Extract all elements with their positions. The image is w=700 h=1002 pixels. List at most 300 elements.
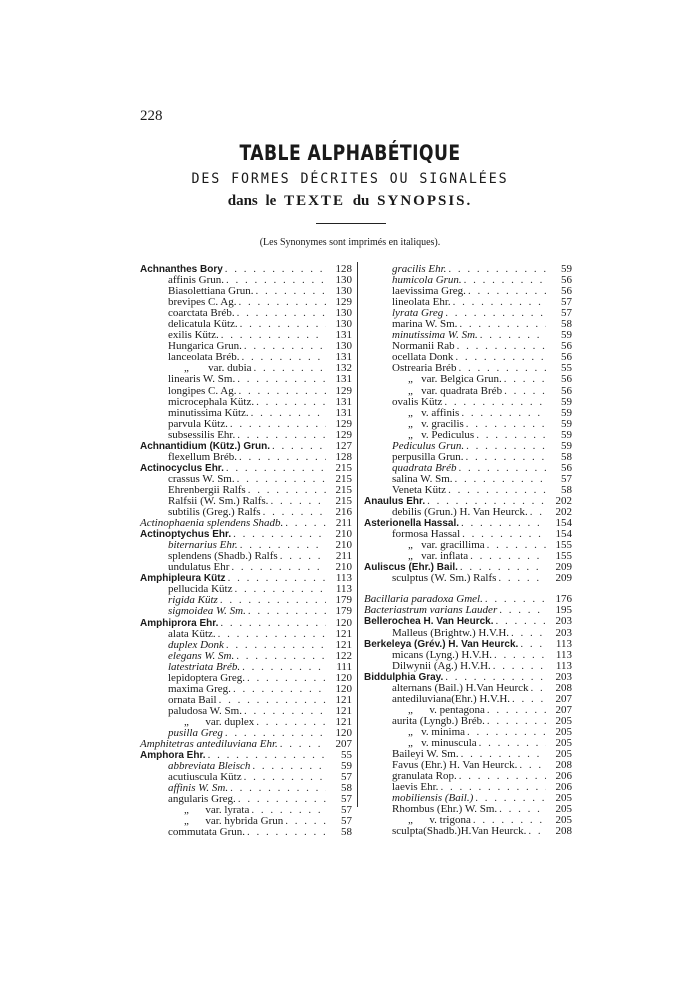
entry-page-number: 215 (335, 494, 352, 507)
dot-leader (457, 341, 546, 352)
entry-page-number: 131 (335, 329, 352, 342)
entry-page-number: 58 (561, 318, 572, 331)
entry-name: rigida Kütz (168, 594, 218, 607)
entry-name: angularis Greg. (168, 793, 236, 806)
dot-leader (466, 419, 546, 430)
dot-leader (236, 651, 326, 662)
index-entry (364, 605, 572, 616)
entry-name: ocellata Donk (392, 351, 454, 364)
entry-page-number: 208 (555, 825, 572, 838)
entry-name: coarctata Bréb. (168, 307, 235, 320)
entry-page-number: 113 (555, 659, 572, 672)
synonyms-note: (Les Synonymes sont imprimés en italiques). (259, 237, 441, 248)
index-entry (140, 629, 352, 640)
index-genus-entry (364, 616, 572, 627)
entry-page-number: 210 (335, 528, 352, 541)
entry-name: „ v. minima (408, 725, 466, 738)
dot-leader (280, 551, 326, 562)
entry-page-number: 130 (335, 274, 352, 287)
entry-page-number: 59 (561, 263, 572, 275)
index-column-left (140, 264, 352, 838)
entry-page-number: 202 (555, 506, 572, 519)
entry-name: sculpta(Shadb.)H.Van Heurck. (392, 825, 527, 838)
dot-leader (226, 463, 326, 474)
entry-page-number: 59 (561, 395, 572, 408)
dot-leader (494, 650, 546, 661)
dot-leader (499, 605, 546, 616)
entry-page-number: 205 (555, 814, 572, 827)
entry-name: affinis W. Sm. (168, 782, 229, 795)
entry-name: abbreviata Bleisch (168, 760, 251, 773)
index-entry (140, 739, 352, 750)
index-entry (140, 518, 352, 529)
entry-page-number: 113 (555, 637, 572, 650)
entry-page-number: 120 (335, 726, 352, 739)
entry-page-number: 128 (335, 450, 352, 463)
dot-leader (467, 727, 546, 738)
entry-name: salina W. Sm. (392, 472, 453, 485)
entry-page-number: 215 (335, 483, 352, 496)
entry-name: splendens (Shadb.) Ralfs (168, 550, 278, 563)
entry-name: Ralfsii (W. Sm.) Ralfs. (168, 494, 269, 507)
dot-leader (247, 827, 326, 838)
entry-name: Biasolettiana Grun. (168, 285, 254, 298)
entry-page-number: 56 (561, 285, 572, 298)
entry-page-number: 131 (335, 351, 352, 364)
entry-page-number: 57 (341, 815, 352, 828)
entry-page-number: 130 (335, 285, 352, 298)
entry-name: aurita (Lyngb.) Bréb. (392, 714, 485, 727)
dot-leader (270, 496, 326, 507)
entry-name: mobiliensis (Bail.) (392, 792, 474, 805)
entry-page-number: 206 (555, 770, 572, 783)
entry-page-number: 113 (555, 648, 572, 661)
entry-page-number: 59 (561, 417, 572, 430)
entry-name: parvula Kütz. (168, 417, 228, 430)
subtitle-word-dans-le: dans le (227, 193, 277, 209)
dot-leader (233, 529, 326, 540)
entry-name: subtilis (Greg.) Ralfs (168, 506, 261, 519)
entry-name: lanceolata Bréb. (168, 351, 240, 364)
entry-name: duplex Donk (168, 638, 224, 651)
entry-page-number: 59 (561, 329, 572, 342)
entry-page-number: 205 (555, 725, 572, 738)
entry-page-number: 205 (555, 748, 572, 761)
dot-leader (455, 474, 546, 485)
entry-name: perpusilla Grun. (392, 450, 464, 463)
entry-page-number: 56 (561, 384, 572, 397)
dot-leader (230, 783, 326, 794)
entry-name: „ var. duplex (184, 715, 255, 728)
dot-leader (476, 430, 546, 441)
entry-page-number: 128 (335, 263, 352, 275)
dot-leader (465, 452, 546, 463)
entry-page-number: 179 (335, 594, 352, 607)
entry-name: ovalis Kütz (392, 395, 443, 408)
dot-leader (455, 352, 546, 363)
dot-leader (285, 816, 326, 827)
index-entry (140, 827, 352, 838)
column-divider (357, 262, 358, 807)
entry-name: Normanii Rab (392, 340, 455, 353)
dot-leader (493, 661, 546, 672)
entry-name: undulatus Ehr (168, 561, 230, 574)
entry-name: quadrata Bréb (392, 461, 457, 474)
entry-page-number: 56 (561, 373, 572, 386)
entry-name: debilis (Grun.) H. Van Heurck. (392, 506, 528, 519)
dot-leader (233, 684, 326, 695)
entry-page-number: 211 (335, 517, 352, 530)
index-column-right (364, 264, 572, 837)
entry-page-number: 195 (555, 604, 572, 617)
entry-name: „ v. Pediculus (408, 428, 475, 441)
entry-page-number: 121 (335, 704, 352, 717)
dot-leader (218, 629, 326, 640)
entry-name: „ v. pentagona (408, 703, 485, 716)
entry-page-number: 207 (335, 738, 352, 751)
entry-page-number: 209 (555, 572, 572, 585)
entry-page-number: 120 (335, 682, 352, 695)
entry-page-number: 111 (336, 660, 352, 673)
dot-leader (528, 826, 546, 837)
entry-name: linearis W. Sm. (168, 373, 236, 386)
entry-page-number: 113 (335, 572, 352, 585)
index-entry (140, 430, 352, 441)
entry-page-number: 129 (335, 384, 352, 397)
dot-leader (239, 452, 326, 463)
dot-leader (238, 794, 326, 805)
dot-leader (464, 275, 546, 286)
entry-name: alata Kütz. (168, 627, 216, 640)
entry-page-number: 131 (335, 406, 352, 419)
entry-page-number: 216 (335, 506, 352, 519)
dot-leader (231, 562, 326, 573)
dot-leader (511, 628, 546, 639)
entry-name: alternans (Bail.) H.Van Heurck (392, 681, 529, 694)
page-title: TABLE ALPHABÉTIQUE (239, 141, 461, 165)
entry-page-number: 206 (555, 781, 572, 794)
entry-name: Amphora Ehr. (140, 750, 206, 762)
entry-page-number: 211 (335, 550, 352, 563)
dot-leader (247, 673, 326, 684)
index-entry (140, 386, 352, 397)
dot-leader (499, 804, 546, 815)
entry-page-number: 57 (341, 793, 352, 806)
dot-leader (498, 573, 546, 584)
entry-page-number: 207 (555, 692, 572, 705)
index-entry (364, 374, 572, 385)
dot-leader (254, 363, 326, 374)
index-genus-entry (364, 639, 572, 650)
entry-page-number: 130 (335, 340, 352, 353)
entry-name: antediluviana(Ehr.) H.V.H. (392, 692, 511, 705)
dot-leader (244, 706, 326, 717)
dot-leader (238, 297, 326, 308)
entry-page-number: 58 (341, 826, 352, 839)
entry-page-number: 58 (561, 483, 572, 496)
dot-leader (504, 374, 546, 385)
entry-name: Achnantidium (Kütz.) Grun. (140, 440, 270, 452)
entry-page-number: 205 (555, 792, 572, 805)
entry-page-number: 210 (335, 561, 352, 574)
entry-name: formosa Hassal (392, 528, 461, 541)
entry-name: exilis Kütz. (168, 329, 219, 342)
entry-name: longipes C. Ag. (168, 384, 237, 397)
entry-name: „ v. gracilis (408, 417, 464, 430)
entry-page-number: 131 (335, 373, 352, 386)
index-entry (140, 452, 352, 463)
dot-leader (445, 308, 546, 319)
entry-name: affinis Grun. (168, 274, 225, 287)
entry-name: latestriata Bréb. (168, 660, 241, 673)
entry-name: Achnanthes Bory (140, 264, 223, 275)
entry-page-number: 130 (335, 307, 352, 320)
dot-leader (448, 485, 546, 496)
entry-page-number: 121 (335, 638, 352, 651)
entry-name: lineolata Ehr. (392, 296, 451, 309)
dot-leader (240, 319, 326, 330)
dot-leader (487, 540, 546, 551)
dot-leader (237, 430, 326, 441)
entry-page-number: 132 (335, 362, 352, 375)
entry-name: Ostrearia Bréb (392, 362, 457, 375)
dot-leader (248, 606, 326, 617)
dot-leader (479, 738, 546, 749)
entry-name: Malleus (Brightw.) H.V.H. (392, 626, 510, 639)
entry-name: Actinophaenia splendens Shadb. (140, 517, 284, 530)
entry-name: Asterionella Hassal. (364, 518, 460, 530)
index-entry (140, 408, 352, 419)
entry-page-number: 154 (555, 528, 572, 541)
index-entry (140, 374, 352, 385)
dot-leader (496, 616, 546, 627)
entry-page-number: 121 (335, 715, 352, 728)
entry-name: Auliscus (Ehr.) Bail. (364, 562, 458, 574)
entry-name: Dilwynii (Ag.) H.V.H. (392, 659, 491, 672)
entry-name: sculptus (W. Sm.) Ralfs (392, 572, 497, 585)
index-entry (364, 507, 572, 518)
entry-page-number: 55 (561, 362, 572, 375)
entry-page-number: 203 (555, 670, 572, 683)
subtitle-word-du: du (352, 193, 370, 209)
entry-page-number: 209 (555, 561, 572, 574)
entry-page-number: 57 (561, 296, 572, 309)
entry-name: Rhombus (Ehr.) W. Sm. (392, 803, 498, 816)
entry-name: Favus (Ehr.) H. Van Heurck. (392, 759, 518, 772)
entry-name: humicola Grun. (392, 274, 462, 287)
entry-page-number: 203 (555, 615, 572, 628)
entry-page-number: 207 (555, 703, 572, 716)
entry-page-number: 203 (555, 626, 572, 639)
entry-page-number: 56 (561, 351, 572, 364)
entry-page-number: 215 (335, 461, 352, 474)
entry-name: Bacillaria paradoxa Gmel. (364, 593, 483, 606)
subtitle-word-texte: TEXTE (284, 193, 345, 209)
dot-leader (461, 518, 546, 529)
dot-leader (520, 639, 546, 650)
entry-page-number: 208 (555, 681, 572, 694)
index-entry (364, 485, 572, 496)
index-entry (364, 628, 572, 639)
dot-leader (251, 408, 326, 419)
index-entry (364, 826, 572, 837)
entry-page-number: 202 (555, 494, 572, 507)
entry-page-number: 120 (335, 671, 352, 684)
entry-page-number: 127 (335, 439, 352, 452)
dot-leader (241, 352, 326, 363)
entry-name: delicatula Kütz. (168, 318, 238, 331)
entry-page-number: 59 (341, 760, 352, 773)
entry-page-number: 208 (555, 759, 572, 772)
entry-name: Actinoptychus Ehr. (140, 529, 232, 541)
entry-name: Berkeleya (Grév.) H. Van Heurck. (364, 638, 519, 650)
entry-name: Biddulphia Gray. (364, 671, 444, 683)
entry-name: acutiuscula Kütz (168, 771, 242, 784)
entry-name: Anaulus Ehr. (364, 495, 426, 507)
entry-name: „ var. hybrida Grun (184, 815, 284, 828)
entry-page-number: 58 (341, 782, 352, 795)
dot-leader (470, 551, 546, 562)
dot-leader (237, 308, 326, 319)
entry-page-number: 205 (555, 714, 572, 727)
dot-leader (252, 761, 326, 772)
dot-leader (504, 386, 546, 397)
index-entry (140, 397, 352, 408)
entry-page-number: 121 (335, 693, 352, 706)
entry-name: laevis Ehr. (392, 781, 439, 794)
dot-leader (244, 772, 326, 783)
entry-name: crassus W. Sm. (168, 472, 235, 485)
entry-name: lyrata Greg (392, 307, 444, 320)
index-entry (364, 661, 572, 672)
entry-name: Actinocyclus Ehr. (140, 462, 224, 474)
dot-leader (519, 760, 546, 771)
entry-page-number: 56 (561, 461, 572, 474)
entry-name: „ v. affinis (408, 406, 460, 419)
dot-leader (448, 264, 546, 275)
index-entry (364, 551, 572, 562)
entry-name: Amphitetras antediluviana Ehr. (140, 738, 278, 751)
entry-page-number: 113 (335, 583, 352, 596)
entry-page-number: 129 (335, 428, 352, 441)
dot-leader (220, 618, 326, 629)
entry-name: minutissima Kütz. (168, 406, 249, 419)
entry-name: granulata Rop. (392, 770, 457, 783)
dot-leader (459, 771, 546, 782)
entry-page-number: 176 (555, 593, 572, 606)
entry-page-number: 58 (561, 450, 572, 463)
entry-name: minutissima W. Sm. (392, 329, 478, 342)
index-genus-entry (140, 618, 352, 629)
index-entry (364, 397, 572, 408)
entry-name: Pediculus Grun. (392, 439, 465, 452)
dot-leader (226, 640, 326, 651)
entry-name: pellucida Kütz (168, 583, 233, 596)
entry-name: „ v. minuscula (408, 736, 477, 749)
entry-name: flexellum Bréb. (168, 450, 238, 463)
entry-page-number: 131 (335, 395, 352, 408)
page-subtitle-line2 (0, 193, 700, 210)
index-entry (364, 386, 572, 397)
entry-page-number: 59 (561, 439, 572, 452)
index-entry (140, 640, 352, 651)
dot-leader (242, 662, 326, 673)
entry-page-number: 215 (335, 472, 352, 485)
entry-page-number: 129 (335, 417, 352, 430)
entry-name: laevissima Greg. (392, 285, 466, 298)
dot-leader (228, 573, 326, 584)
entry-name: ornata Bail (168, 693, 217, 706)
dot-leader (468, 286, 546, 297)
entry-name: paludosa W. Sm. (168, 704, 242, 717)
dot-leader (461, 408, 546, 419)
entry-page-number: 57 (341, 771, 352, 784)
entry-name: „ var. Belgica Grun. (408, 373, 502, 386)
entry-page-number: 122 (335, 649, 352, 662)
entry-page-number: 57 (561, 307, 572, 320)
entry-name: „ var. quadrata Bréb (408, 384, 503, 397)
index-entry (364, 540, 572, 551)
index-entry (140, 606, 352, 617)
entry-page-number: 57 (341, 804, 352, 817)
dot-leader (230, 419, 326, 430)
dot-leader (453, 297, 546, 308)
entry-page-number: 155 (555, 539, 572, 552)
entry-name: Amphiprora Ehr. (140, 617, 219, 629)
entry-name: „ v. trigona (408, 814, 471, 827)
subtitle-word-synopsis: SYNOPSIS. (377, 193, 473, 209)
entry-name: subsessilis Ehr. (168, 428, 236, 441)
dot-leader (256, 397, 326, 408)
entry-name: elegans W. Sm. (168, 649, 235, 662)
entry-page-number: 154 (555, 517, 572, 530)
dot-leader (225, 264, 326, 275)
entry-name: commutata Grun. (168, 826, 245, 839)
entry-name: Bacteriastrum varians Lauder (364, 604, 498, 617)
index-entry (364, 716, 572, 727)
dot-leader (512, 694, 546, 705)
dot-leader (272, 441, 326, 452)
dot-leader (256, 717, 326, 728)
index-entry (364, 408, 572, 419)
entry-page-number: 59 (561, 428, 572, 441)
entry-name: „ var. lyrata (184, 804, 250, 817)
entry-name: maxima Greg. (168, 682, 231, 695)
entry-page-number: 179 (335, 605, 352, 618)
dot-leader (280, 739, 326, 750)
entry-name: „ var. dubia (184, 362, 252, 375)
title-rule (316, 223, 386, 224)
dot-leader (458, 463, 546, 474)
entry-page-number: 205 (555, 736, 572, 749)
entry-name: Ehrenbergii Ralfs (168, 483, 246, 496)
entry-name: lepidoptera Greg. (168, 671, 245, 684)
entry-name: brevipes C. Ag. (168, 296, 237, 309)
entry-page-number: 121 (335, 627, 352, 640)
entry-page-number: 155 (555, 550, 572, 563)
entry-name: sigmoidea W. Sm. (168, 605, 246, 618)
entry-name: Bellerochea H. Van Heurck. (364, 616, 494, 628)
entry-page-number: 59 (561, 406, 572, 419)
page-subtitle: DES FORMES DÉCRITES OU SIGNALÉES (191, 171, 509, 187)
dot-leader (480, 330, 546, 341)
dot-leader (530, 507, 546, 518)
entry-page-number: 56 (561, 340, 572, 353)
dot-leader (237, 374, 326, 385)
entry-name: marina W. Sm. (392, 318, 458, 331)
entry-name: Veneta Kütz (392, 483, 447, 496)
entry-name: Baileyi W. Sm. (392, 748, 459, 761)
